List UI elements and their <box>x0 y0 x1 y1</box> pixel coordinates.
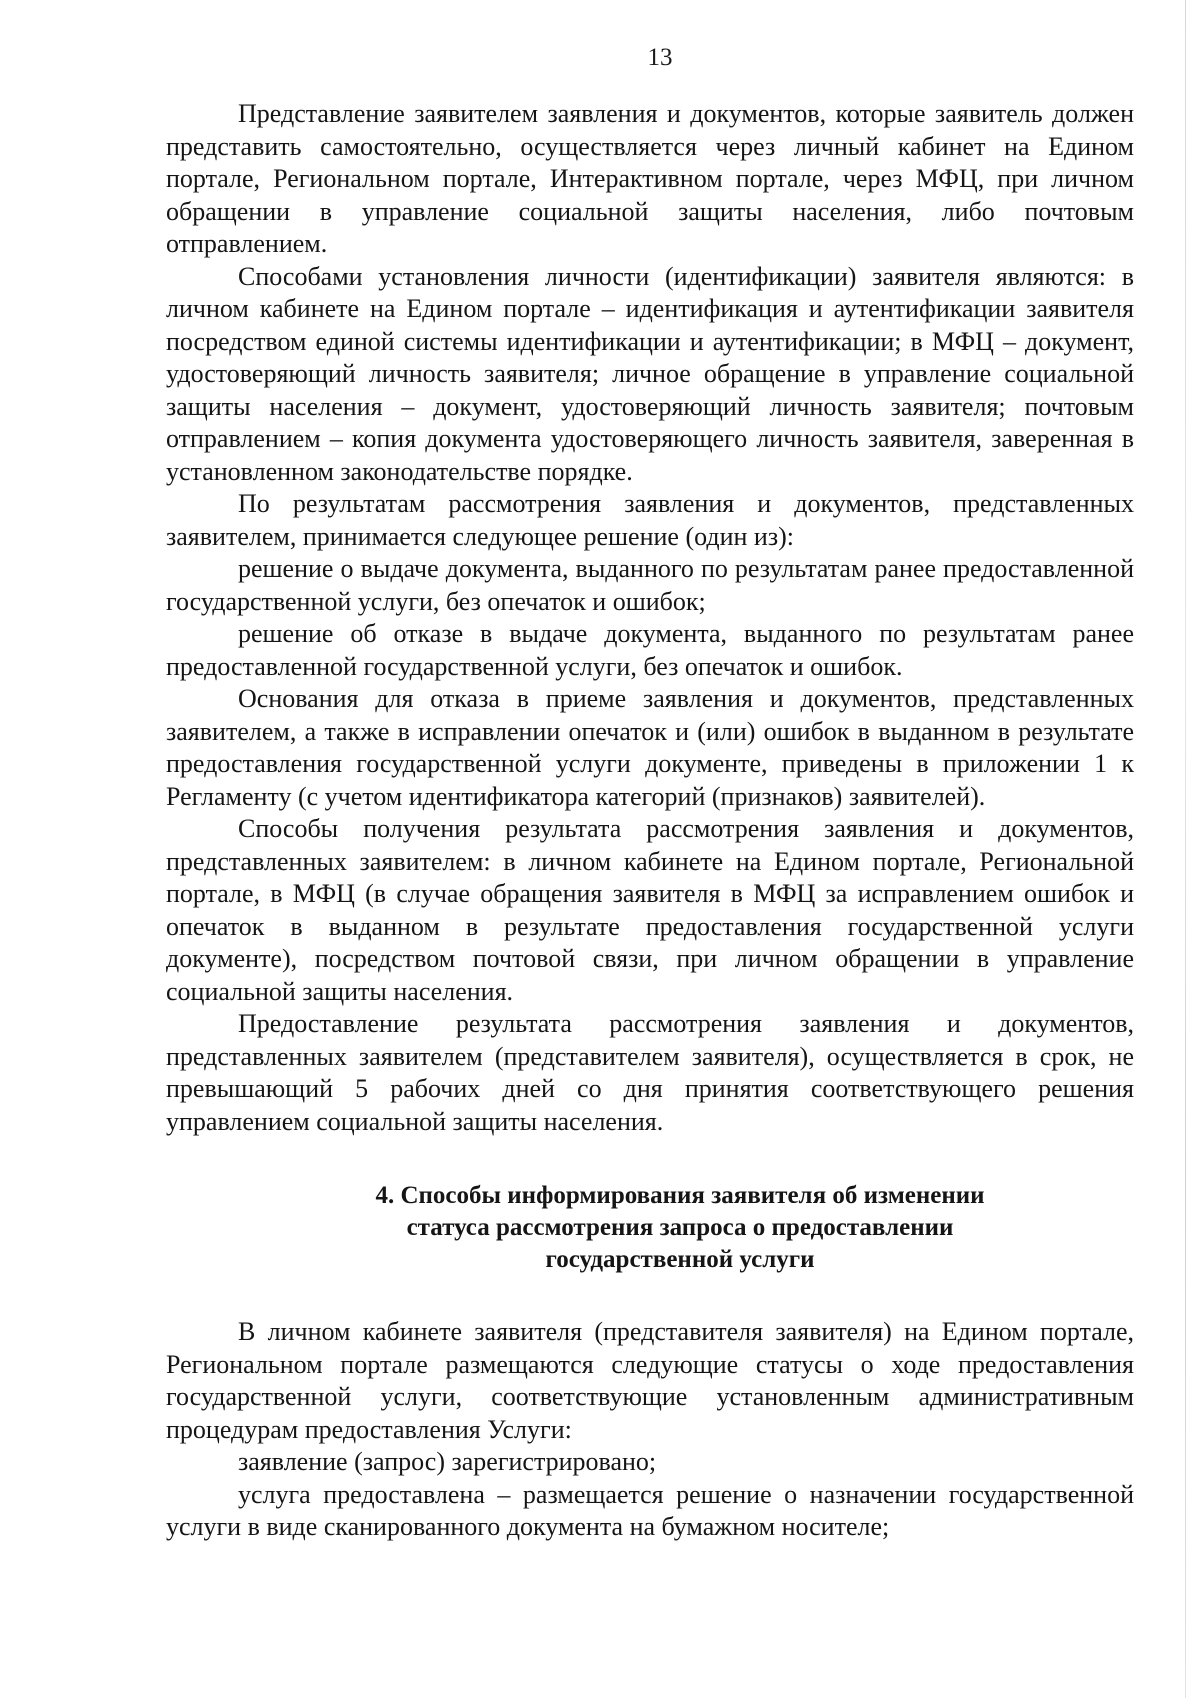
paragraph-status-registered: заявление (запрос) зарегистрировано; <box>238 1447 657 1476</box>
page-number: 13 <box>647 44 673 71</box>
paragraph-identification-methods: Способами установления личности (идентификации) заявителя являются: в личном кабинете на Едином портале – идентификация и аутентификации заявителя посредством единой системы идентификации и аутентификации; в МФЦ – документ, удостоверяющий личность заявителя; личное обращение в управление социальной защиты населения – документ, удостоверяющий личность заявителя; почтовым отправлением – копия документа удостоверяющего личность заявителя, заверенная в установленном законодательстве порядке. <box>166 261 1134 486</box>
scan-edge-line <box>1185 0 1186 1698</box>
paragraph-submission-methods: Представление заявителем заявления и документов, которые заявитель должен представить самостоятельно, осуществляется через личный кабинет на Едином портале, Региональном портале, Интерактивном портале, через МФЦ, при личном обращении в управление социальной защиты населения, либо почтовым отправлением. <box>166 99 1134 258</box>
paragraph-result-methods: Способы получения результата рассмотрения заявления и документов, представленных заявителем: в личном кабинете на Едином портале, Региональной портале, в МФЦ (в случае обращения заявителя в МФЦ за исправлением ошибок и опечаток в выданном в результате предоставления государственной услуги документе), посредством почтовой связи, при личном обращении в управление социальной защиты населения. <box>166 814 1134 1006</box>
paragraph-decision-refusal: решение об отказе в выдаче документа, выданного по результатам ранее предоставленной государственной услуги, без опечаток и ошибок. <box>166 619 1134 681</box>
paragraph-decision-intro: По результатам рассмотрения заявления и документов, представленных заявителем, принимается следующее решение (один из): <box>166 489 1134 551</box>
section-heading-line-1: 4. Способы информирования заявителя об изменении <box>375 1182 985 1209</box>
section-heading <box>166 1180 1134 1276</box>
paragraph-status-intro: В личном кабинете заявителя (представителя заявителя) на Едином портале, Региональном портале размещаются следующие статусы о ходе предоставления государственной услуги, соответствующие установленным административным процедурам предоставления Услуги: <box>166 1317 1134 1444</box>
paragraph-status-provided: услуга предоставлена – размещается решение о назначении государственной услуги в виде сканированного документа на бумажном носителе; <box>166 1479 1134 1541</box>
paragraph-refusal-grounds: Основания для отказа в приеме заявления и документов, представленных заявителем, а также в исправлении опечаток и (или) ошибок в выданном в результате предоставления государственной услуги документе, приведены в приложении 1 к Регламенту (с учетом идентификатора категорий (признаков) заявителей). <box>166 684 1134 811</box>
document-body <box>166 98 1134 1544</box>
paragraph-result-deadline: Предоставление результата рассмотрения заявления и документов, представленных заявителем (представителем заявителя), осуществляется в срок, не превышающий 5 рабочих дней со дня принятия соответствующего решения управлением социальной защиты населения. <box>166 1009 1134 1136</box>
section-heading-line-2: статуса рассмотрения запроса о предоставлении <box>406 1214 954 1241</box>
paragraph-decision-issue: решение о выдаче документа, выданного по результатам ранее предоставленной государственной услуги, без опечаток и ошибок; <box>166 554 1134 616</box>
section-heading-line-3: государственной услуги <box>545 1246 815 1273</box>
